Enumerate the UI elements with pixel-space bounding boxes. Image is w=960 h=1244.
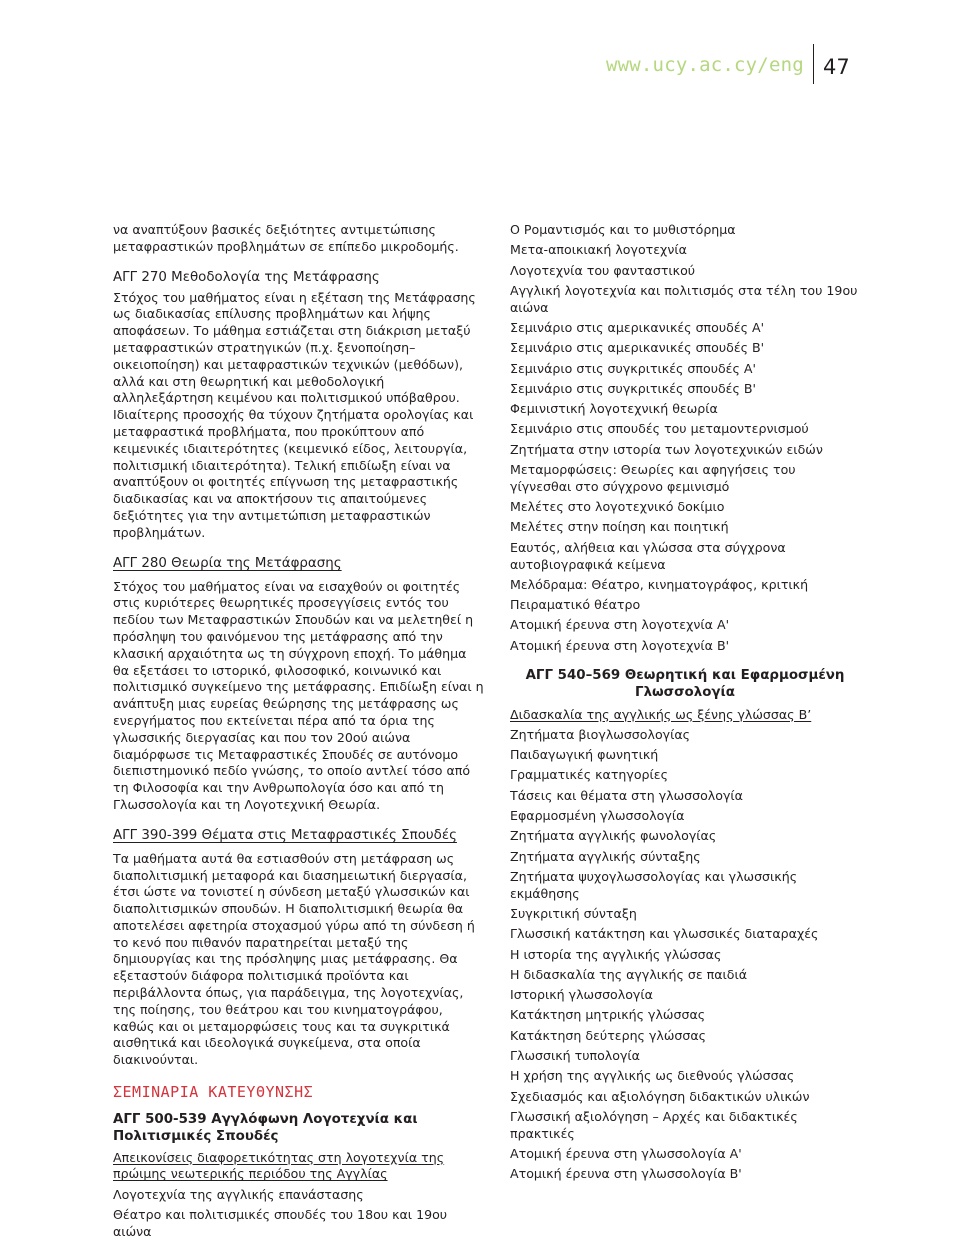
list-item: Γλωσσική αξιολόγηση – Αρχές και διδακτικές πρακτικές	[510, 1108, 798, 1141]
list-item: Κατάκτηση μητρικής γλώσσας	[510, 1007, 706, 1023]
course-280-title: ΑΓΓ 280 Θεωρία της Μετάφρασης	[113, 555, 342, 571]
course-270-title: ΑΓΓ 270 Μεθοδολογία της Μετάφρασης	[113, 269, 380, 285]
list-item: Ιστορική γλωσσολογία	[510, 987, 653, 1003]
right-column	[510, 222, 860, 1187]
list-item: Αγγλική λογοτεχνία και πολιτισμός στα τέλη του 19ου αιώνα	[510, 282, 858, 315]
list-item: Η διδασκαλία της αγγλικής σε παιδιά	[510, 966, 748, 982]
list-item: Ζητήματα αγγλικής φωνολογίας	[510, 828, 717, 844]
page-number: 47	[823, 55, 850, 79]
course-500-title: ΑΓΓ 500-539 Αγγλόφωνη Λογοτεχνία και Πολιτισμικές Σπουδές	[113, 1111, 418, 1144]
list-item: Η χρήση της αγγλικής ως διεθνούς γλώσσας	[510, 1068, 795, 1084]
list-item: Ζητήματα βιογλωσσολογίας	[510, 726, 691, 742]
header-url[interactable]: www.ucy.ac.cy/eng	[606, 54, 804, 76]
list-item: Εφαρμοσμένη γλωσσολογία	[510, 808, 685, 824]
left-column	[113, 222, 485, 1244]
list-item: Ζητήματα ψυχογλωσσολογίας και γλωσσικής εκμάθησης	[510, 868, 798, 901]
list-item: Διδασκαλία της αγγλικής ως ξένης γλώσσας Β’	[510, 706, 812, 722]
seminars-heading: ΣΕΜΙΝΑΡΙΑ ΚΑΤΕΥΘΥΝΣΗΣ	[113, 1083, 314, 1102]
list-item: Πειραματικό θέατρο	[510, 597, 641, 613]
list-item: Εαυτός, αλήθεια και γλώσσα στα σύγχρονα αυτοβιογραφικά κείμενα	[510, 539, 786, 572]
list-item: Ατομική έρευνα στη γλωσσολογία Β'	[510, 1166, 742, 1182]
list-item: Μελέτες στην ποίηση και ποιητική	[510, 519, 729, 535]
list-item: Η ιστορία της αγγλικής γλώσσας	[510, 946, 722, 962]
course-390-title: ΑΓΓ 390-399 Θέματα στις Μεταφραστικές Σπουδές	[113, 827, 457, 843]
list-item: Σεμινάριο στις αμερικανικές σπουδές Α'	[510, 319, 765, 335]
list-item: Ζητήματα αγγλικής σύνταξης	[510, 848, 701, 864]
list-item: Σχεδιασμός και αξιολόγηση διδακτικών υλικών	[510, 1088, 810, 1104]
list-item: Λογοτεχνία του φανταστικού	[510, 262, 696, 278]
header-divider	[813, 44, 814, 84]
list-item: Ζητήματα στην ιστορία των λογοτεχνικών ειδών	[510, 441, 823, 457]
list-item: Ο Ρομαντισμός και το μυθιστόρημα	[510, 222, 736, 237]
list-item: Μετα-αποικιακή λογοτεχνία	[510, 242, 687, 258]
list-item: Θέατρο και πολιτισμικές σπουδές του 18ου και 19ου αιώνα	[113, 1206, 448, 1239]
list-item: Φεμινιστική λογοτεχνική θεωρία	[510, 401, 718, 417]
list-item: Ατομική έρευνα στη γλωσσολογία Α'	[510, 1146, 742, 1162]
course-270-body: Στόχος του μαθήματος είναι η εξέταση της Μετάφρασης ως διαδικασίας επίλυσης προβλημάτων και λήψης αποφάσεων. Το μάθημα εστιάζεται στη διάκριση μεταξύ μεταφραστικών στρατηγικών (π.χ. ξενοποίηση–οικειοποίηση) και μεταφραστικών τεχνικών (μεθόδων), αλλά και στη θεωρητική και μεθοδολογική αλληλεξάρτηση κειμένου και πολιτισμικού υπόβαθρου. Ιδιαίτερης προσοχής θα τύχουν ζητήματα ορολογίας και μεταφραστικά προβλήματα, που προκύπτουν από κειμενικές ιδιαιτερότητες (κειμενικό είδος, λειτουργία, πολιτισμική ιδιαιτερότητα). Τελική επιδίωξη είναι να αναπτύξουν οι φοιτητές επίγνωση της μεταφραστικής διαδικασίας και να αποκτήσουν τις απαιτούμενες δεξιότητες για την αντιμετώπιση μεταφραστικών προβλημάτων.	[113, 289, 476, 540]
course-540-title: ΑΓΓ 540–569 Θεωρητική και Εφαρμοσμένη Γλωσσολογία	[525, 667, 845, 700]
list-item: Λογοτεχνία της αγγλικής επανάστασης	[113, 1186, 364, 1202]
course-500-list-continued	[510, 222, 860, 655]
list-item: Σεμινάριο στις συγκριτικές σπουδές Α'	[510, 360, 756, 376]
list-item: Μελέτες στο λογοτεχνικό δοκίμιο	[510, 499, 725, 515]
list-item: Απεικονίσεις διαφορετικότητας στη λογοτεχνία της πρώιμης νεωτερικής περιόδου της Αγγλίας	[113, 1149, 445, 1182]
list-item: Ατομική έρευνα στη λογοτεχνία Α'	[510, 617, 730, 633]
list-item: Μελόδραμα: Θέατρο, κινηματογράφος, κριτική	[510, 576, 809, 592]
list-item: Γραμματικές κατηγορίες	[510, 767, 669, 783]
course-540-list	[510, 707, 860, 1184]
course-280-body: Στόχος του μαθήματος είναι να εισαχθούν οι φοιτητές στις κυριότερες θεωρητικές προσεγγίσεις εντός του πεδίου των Μεταφραστικών Σπουδών και να μελετηθεί η πρόσληψη του φαινόμενου της μετάφρασης από την κλασική αρχαιότητα ως τη σύγχρονη εποχή. Το μάθημα θα εξετάσει το ιστορικό, φιλοσοφικό, κοινωνικό και πολιτισμικό συγκείμενο της μετάφρασης. Επιδίωξη είναι η ανάπτυξη μιας ευρείας θεώρησης της μετάφρασης ως ενεργήματος που εκτείνεται πέρα από τα όρια της γλωσσικής διεργασίας και που τον 20ού αιώνα διαμόρφωσε τις Μεταφραστικές Σπουδές σε αυτόνομο διεπιστημονικό πεδίο γνώσης, το οποίο αντλεί τόσο από τη Φιλοσοφία και την Ανθρωπολογία όσο και από τη Γλωσσολογία και τη Λογοτεχνική Θεωρία.	[113, 578, 484, 812]
list-item: Σεμινάριο στις αμερικανικές σπουδές Β'	[510, 340, 765, 356]
intro-paragraph: να αναπτύξουν βασικές δεξιότητες αντιμετώπισης μεταφραστικών προβλημάτων σε επίπεδο μικροδομής.	[113, 222, 459, 254]
list-item: Σεμινάριο στις συγκριτικές σπουδές Β'	[510, 380, 756, 396]
list-item: Γλωσσική κατάκτηση και γλωσσικές διαταραχές	[510, 926, 819, 942]
list-item: Μεταμορφώσεις: Θεωρίες και αφηγήσεις του γίγνεσθαι στο σύγχρονο φεμινισμό	[510, 462, 796, 494]
list-item: Κατάκτηση δεύτερης γλώσσας	[510, 1027, 707, 1043]
list-item: Σεμινάριο στις σπουδές του μεταμοντερνισμού	[510, 421, 809, 437]
list-item: Ατομική έρευνα στη λογοτεχνία Β'	[510, 637, 730, 653]
list-item: Τάσεις και θέματα στη γλωσσολογία	[510, 787, 743, 803]
list-item: Παιδαγωγική φωνητική	[510, 747, 659, 763]
list-item: Γλωσσική τυπολογία	[510, 1048, 640, 1064]
course-500-list	[113, 1150, 485, 1241]
list-item: Συγκριτική σύνταξη	[510, 906, 637, 921]
course-390-body: Τα μαθήματα αυτά θα εστιασθούν στη μετάφραση ως διαπολιτισμική μεταφορά και διασημειωτική διεργασία, έτσι ώστε να τονιστεί η σύνδεση μεταξύ γλωσσικών και διαπολιτισμικών σπουδών. Η διαπολιτισμική θεωρία θα αποτελέσει αφετηρία στοχασμού γύρω από τη σύνδεση ή το κενό που πιθανόν παρατηρείται μεταξύ της δημιουργίας και της πρόσληψης μιας μετάφρασης. Θα εξεταστούν διάφορα πολιτισμικά προϊόντα και περιβάλλοντα όπως, για παράδειγμα, της λογοτεχνίας, της ποίησης, του θεάτρου και του κινηματογράφου, καθώς και οι μεταμορφώσεις τους και τα συγκριτικά αισθητικά και ιδεολογικά συγκείμενα, στα οποία διακινούνται.	[113, 850, 475, 1068]
